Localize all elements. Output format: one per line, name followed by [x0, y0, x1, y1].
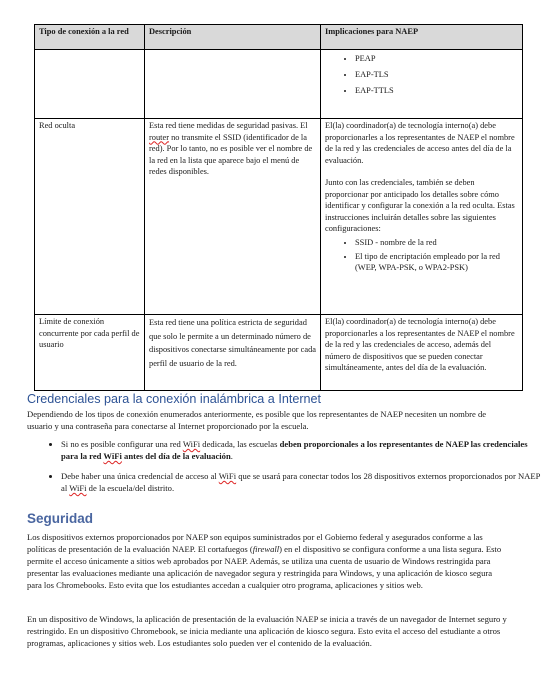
paragraph: Dependiendo de los tipos de conexión enumerados anteriormente, es posible que los representantes de NAEP necesiten un nombre de usuario y una contraseña para conectarse al Internet proporcionado por la escuela. [27, 409, 487, 431]
spellcheck-word: router [149, 132, 169, 142]
table-cell-protocols [321, 50, 523, 119]
paragraph: Los dispositivos externos proporcionados por NAEP son equipos suministrados por el Gobierno federal y asegurados conforme a las políticas de presentación de la evaluación NAEP. El cortafuegos (firewall) en el dispositivo se configura conforme a una lista segura. Esto permite el acceso únicamente a sitios web aprobados por NAEP. Además, se utiliza una cuenta de usuario de Windows restringida para presentar las evaluaciones mediante una aplicación de navegador segura y restringida para Windows, y una aplicación de kiosco segura para los Chromebooks. Esto evita que los estudiantes accedan a cualquier otro programa, aplicaciones y sitios web. [27, 532, 502, 590]
table-row [35, 119, 523, 315]
spellcheck-word: WiFi [69, 483, 87, 493]
spellcheck-word: WiFi [182, 439, 201, 449]
table-header-row [35, 25, 523, 50]
paragraph: Junto con las credenciales, también se deben proporcionar por anticipado los detalles sobre cómo identificar y configurar la conexión a la red oculta. Estas instrucciones incluirán detalles sobre las siguientes configuraciones: [325, 178, 515, 233]
table-row [35, 315, 523, 391]
list-item: • EAP-TLS [355, 69, 518, 81]
table-row [35, 50, 523, 119]
list-item: • SSID - nombre de la red [355, 237, 518, 248]
list-item: • Si no es posible configurar una red WiFi dedicada, las escuelas deben proporcionales a los representantes de NAEP las credenciales para la red WiFi antes del día de la evaluación. [61, 438, 541, 462]
paragraph: El(la) coordinador(a) de tecnología interno(a) debe proporcionarles a los representantes de NAEP el nombre de la red y las credenciales de acceso antes del día de la evaluación. [325, 121, 515, 165]
table-cell-type: Límite de conexión concurrente por cada perfil de usuario [35, 315, 145, 391]
table-cell-implications: El(la) coordinador(a) de tecnología interno(a) debe proporcionarles a los representantes de NAEP el nombre de la red y las credenciales de acceso, además del número de dispositivos que se pueden conectar simultáneamente, antes del día de la evaluación. [321, 315, 523, 391]
config-list [325, 237, 518, 273]
spellcheck-word: WiFi [103, 451, 122, 461]
bullet-list [27, 438, 541, 494]
list-item: • El tipo de encriptación empleado por la red (WEP, WPA-PSK, o WPA2-PSK) [355, 251, 518, 273]
spellcheck-word: WiFi [218, 471, 237, 481]
header-naep-implications: Implicaciones para NAEP [321, 25, 523, 50]
paragraph: En un dispositivo de Windows, la aplicación de presentación de la evaluación NAEP se inicia a través de un navegador de Internet seguro y restringido. En un dispositivo Chromebook, se inicia mediante una aplicación de kiosco segura. Esto evita el acceso del estudiante a otros programas, aplicaciones y sitios web. Los estudiantes solo pueden ver el contenido de la evaluación. [27, 614, 507, 648]
table-cell-description: Esta red tiene medidas de seguridad pasivas. El router no transmite el SSID (identificador de la red). Por lo tanto, no es posible ver el nombre de la red en la lista que aparece bajo el menú de redes disponibles. [145, 119, 321, 315]
table-cell-type: Red oculta [35, 119, 145, 315]
table-cell-empty [145, 50, 321, 119]
protocol-list [325, 53, 518, 97]
header-description: Descripción [145, 25, 321, 50]
table-cell-empty [35, 50, 145, 119]
section-heading: Credenciales para la conexión inalámbrica a Internet [27, 392, 322, 406]
table-cell-description: Esta red tiene una política estricta de seguridad que solo le permite a un determinado número de dispositivos conectarse simultáneamente por cada perfil de usuario de la red. [145, 315, 321, 391]
list-item: • Debe haber una única credencial de acceso al WiFi que se usará para conectar todos los 28 dispositivos externos proporcionados por NAEP al WiFi de la escuela/del distrito. [61, 470, 541, 494]
section-heading: Seguridad [27, 511, 94, 526]
network-connection-table [34, 24, 523, 391]
header-connection-type: Tipo de conexión a la red [35, 25, 145, 50]
list-item: • EAP-TTLS [355, 85, 518, 97]
list-item: • PEAP [355, 53, 518, 65]
table-cell-implications [321, 119, 523, 315]
